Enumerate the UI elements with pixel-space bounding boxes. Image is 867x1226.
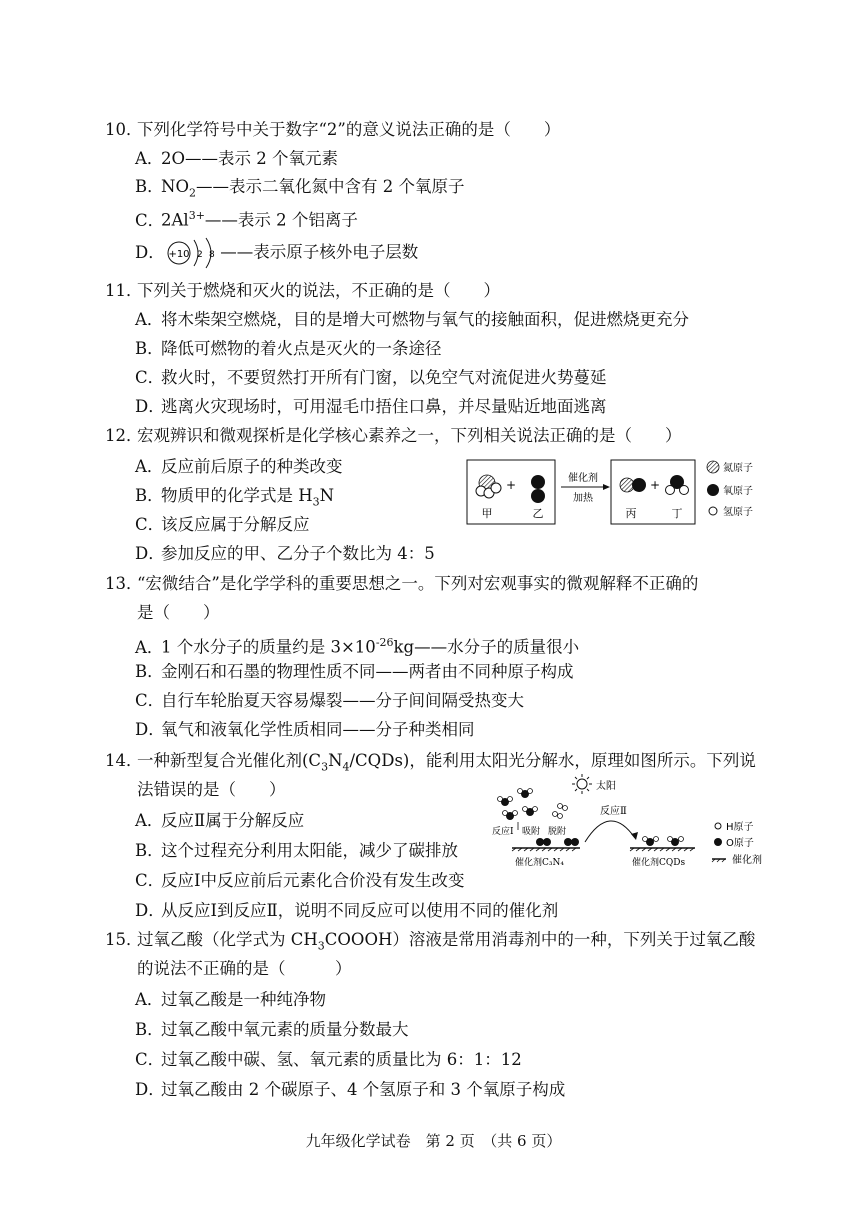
question-10-option-a: A．2O——表示 2 个氧元素 [135,149,339,168]
question-15-option-b: B．过氧乙酸中氧元素的质量分数最大 [135,1020,409,1039]
question-15-option-a: A．过氧乙酸是一种纯净物 [135,990,326,1009]
question-13-option-c: C．自行车轮胎夏天容易爆裂——分子间间隔受热变大 [135,691,524,710]
label-jia: 甲 [481,507,493,520]
molecule-bing [620,478,646,492]
plus-sign: + [505,478,517,492]
sun-label: 太阳 [596,781,616,792]
question-13-option-b: B．金刚石和石墨的物理性质不同——两者由不同种原子构成 [135,662,574,681]
question-11-option-c: C．救火时，不要贸然打开所有门窗，以免空气对流促进火势蔓延 [135,368,607,387]
legend-h-icon [709,507,717,515]
question-11-stem: 11．下列关于燃烧和灭火的说法，不正确的是（ ） [105,281,500,300]
question-14-stem: 14．一种新型复合光催化剂$(C_3N_4/CQDs)$，能利用太阳光分解水，原理如图所示。下列说 [105,751,756,774]
question-13-option-d: D．氧气和液氧化学性质相同——分子种类相同 [135,720,475,739]
nucleus-charge: +10 [168,249,190,260]
catalyst-c3n4-label: 催化剂C₃N₄ [515,858,564,868]
legend-o-label: 氧原子 [723,486,753,497]
reaction-1-label: 反应Ⅰ [492,827,514,837]
label-yi: 乙 [532,507,544,520]
reaction-2-arrow [585,821,635,842]
reaction-2-label: 反应Ⅱ [600,806,627,817]
question-10-option-c: C．$2Al^{3+}——$表示 2 个铝离子 [135,209,358,230]
legend-catalyst-label: 催化剂 [732,855,762,866]
electron-shell-1: 2 [197,250,203,260]
catalyst-label: 催化剂 [568,473,598,484]
question-14-option-c: C．反应Ⅰ中反应前后元素化合价没有发生改变 [135,871,465,890]
legend-h-atom-icon [715,823,721,829]
question-10-option-b: B．$NO_2——$表示二氧化氮中含有 2 个氧原子 [135,177,465,200]
question-15-option-c: C．过氧乙酸中碳、氢、氧元素的质量比为 6：1：12 [135,1050,522,1069]
question-10-stem: 10．下列化学符号中关于数字“2”的意义说法正确的是（ ） [105,120,561,139]
molecule-ding [666,475,689,495]
atom-structure-diagram [166,236,220,270]
question-11-option-b: B．降低可燃物的着火点是灭火的一条途径 [135,339,442,358]
water-molecules [498,789,538,821]
question-12-option-a: A．反应前后原子的种类改变 [135,457,343,476]
legend-o-icon [707,484,719,496]
legend-o-atom-icon [714,838,722,846]
arrow-head [603,484,610,490]
question-15-stem-cont: 的说法不正确的是（ ） [137,959,352,978]
question-12-stem: 12．宏观辨识和微观探析是化学核心素养之一，下列相关说法正确的是（ ） [105,426,682,445]
question-12-option-c: C．该反应属于分解反应 [135,515,310,534]
question-15-option-d: D．过氧乙酸由 2 个碳原子、4 个氢原子和 3 个氧原子构成 [135,1080,566,1099]
reaction-2-arrowhead [631,832,638,840]
question-11-option-d: D．逃离火灾现场时，可用湿毛巾捂住口鼻，并尽量贴近地面逃离 [135,397,607,416]
question-15-stem: 15．过氧乙酸（化学式为 $CH_3COOOH$）溶液是常用消毒剂中的一种，下列关于过氧乙酸 [105,930,756,953]
sun-icon [572,774,592,794]
question-12-option-b: B．物质甲的化学式是 $H_3N$ [135,486,335,509]
question-13-stem: 13．“宏微结合”是化学学科的重要思想之一。下列对宏观事实的微观解释不正确的 [105,574,699,593]
label-ding: 丁 [671,507,683,520]
legend-n-icon [707,461,719,473]
page-footer: 九年级化学试卷 第 2 页 （共 6 页） [305,1132,562,1150]
reaction-diagram [465,455,770,530]
legend-h-atom-label: H原子 [726,822,754,833]
adsorb-label: 吸附 [522,827,541,837]
plus-sign-2: + [649,478,661,492]
adsorbed-molecules-1 [536,838,579,846]
legend-n-label: 氮原子 [723,463,753,474]
question-13-stem-cont: 是（ ） [137,603,220,622]
electron-shell-2: 8 [209,250,215,260]
molecule-jia [476,475,501,498]
question-14-option-d: D．从反应Ⅰ到反应Ⅱ，说明不同反应可以使用不同的催化剂 [135,901,559,920]
legend-h-label: 氢原子 [723,507,753,518]
photocatalysis-diagram [490,772,775,872]
question-12-option-d: D．参加反应的甲、乙分子个数比为 4：5 [135,544,435,563]
question-14-option-b: B．这个过程充分利用太阳能，减少了碳排放 [135,841,458,860]
molecule-yi [531,475,545,503]
question-13-option-a: A．1 个水分子的质量约是 $3\times 10^{-26}kg——$水分子的质量很小 [135,636,580,657]
heat-label: 加热 [573,493,593,504]
legend-o-atom-label: O原子 [726,838,754,849]
hydrogen-released [553,804,568,819]
question-10-option-d: D． +10 2 8 ——表示原子核外电子层数 [135,236,418,270]
question-11-option-a: A．将木柴架空燃烧，目的是增大可燃物与氧气的接触面积，促进燃烧更充分 [135,310,689,329]
question-14-option-a: A．反应Ⅱ属于分解反应 [135,811,305,830]
adsorbed-molecules-2 [643,837,684,847]
question-14-stem-cont: 法错误的是（ ） [137,780,286,799]
label-bing: 丙 [625,507,637,520]
catalyst-cqds-label: 催化剂CQDs [632,858,686,868]
desorb-label: 脱附 [548,827,567,837]
